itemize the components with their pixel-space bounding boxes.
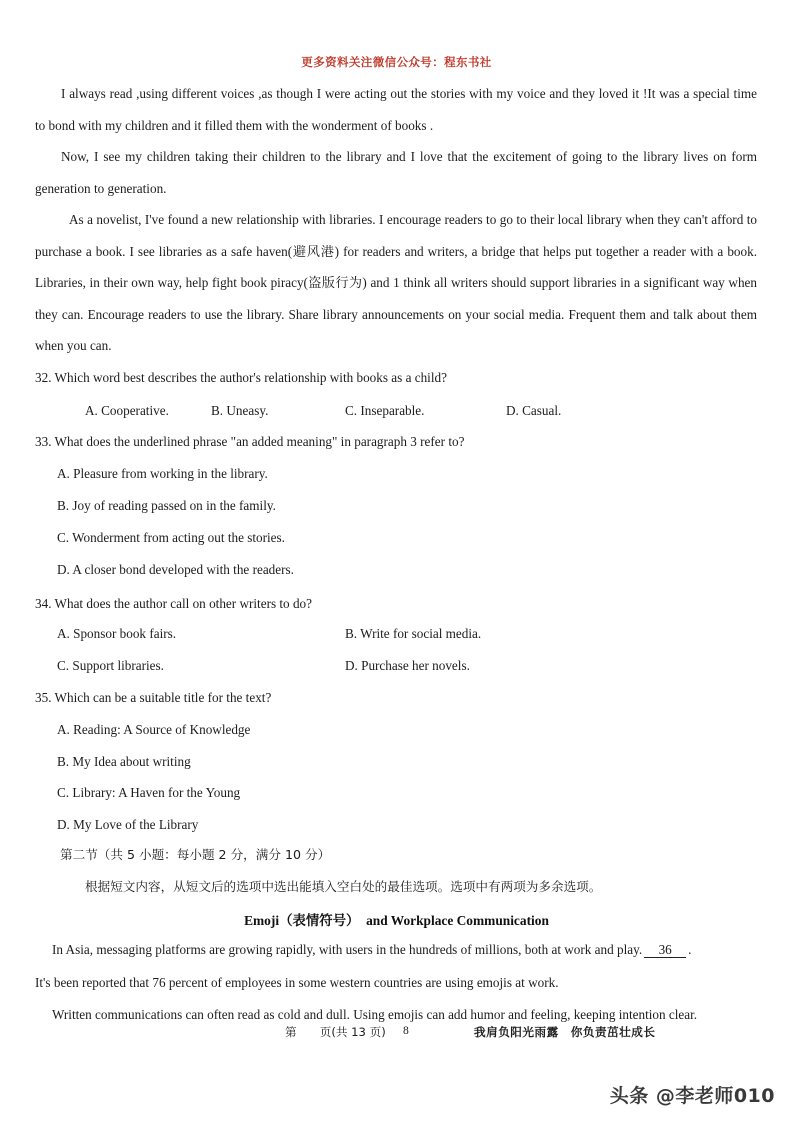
question-34-stem: 34. What does the author call on other writers to do? <box>35 596 312 611</box>
emoji-title-en-suffix: and Workplace Communication <box>366 913 549 928</box>
section-two-instruction: 根据短文内容，从短文后的选项中选出能填入空白处的最佳选项。选项中有两项为多余选项。 <box>85 879 602 894</box>
emoji-passage-line-3: Written communications can often read as cold and dull. Using emojis can add humor and feeling, keeping intention clear. <box>52 1007 698 1022</box>
question-32-option-d[interactable]: D. Casual. <box>506 403 562 418</box>
question-33-option-c[interactable]: C. Wonderment from acting out the stories. <box>57 530 285 545</box>
question-34-option-d[interactable]: D. Purchase her novels. <box>345 658 470 673</box>
question-35-option-a[interactable]: A. Reading: A Source of Knowledge <box>57 722 251 737</box>
question-33-option-d[interactable]: D. A closer bond developed with the readers. <box>57 562 294 577</box>
publisher-banner: 更多资料关注微信公众号：程东书社 <box>301 55 492 69</box>
passage-paragraph-3: As a novelist, I've found a new relationship with libraries. I encourage readers to go to their local library when they can't afford to purchase a book. I see libraries as a safe haven(避风港) for readers and writers, a bridge that helps put together a reader with a book. Libraries, in their own way, help fight book piracy(盗版行为) and 1 think all writers should support libraries in a significant way when they can. Encourage readers to use the library. Share library announcements on your social media. Frequent them and talk about them when you can. <box>35 212 757 353</box>
question-35-stem: 35. Which can be a suitable title for the text? <box>35 690 272 705</box>
emoji-title-cn: （表情符号） <box>279 914 360 929</box>
question-33-stem: 33. What does the underlined phrase "an added meaning" in paragraph 3 refer to? <box>35 434 465 449</box>
emoji-passage-title <box>0 910 793 929</box>
reading-passage <box>35 78 757 362</box>
emoji-title-en-prefix: Emoji <box>244 913 280 928</box>
emoji-line1-period: . <box>688 942 692 957</box>
question-35-option-c[interactable]: C. Library: A Haven for the Young <box>57 785 241 800</box>
question-34-option-b[interactable]: B. Write for social media. <box>345 626 482 641</box>
question-34-option-c[interactable]: C. Support libraries. <box>57 658 164 673</box>
question-32-option-c[interactable]: C. Inseparable. <box>345 403 425 418</box>
footer-slogan: 我肩负阳光雨露 你负责茁壮成长 <box>474 1025 656 1039</box>
section-two-heading: 第二节（共 5 小题：每小题 2 分，满分 10 分） <box>60 847 331 862</box>
passage-paragraph-1: I always read ,using different voices ,as though I were acting out the stories with my voice and they loved it !It was a special time to bond with my children and it filled them with the wonderment of books . <box>35 86 757 133</box>
question-32-stem: 32. Which word best describes the author's relationship with books as a child? <box>35 370 447 385</box>
question-32-option-a[interactable]: A. Cooperative. <box>85 403 169 418</box>
question-32-option-b[interactable]: B. Uneasy. <box>211 403 269 418</box>
question-33-option-a[interactable]: A. Pleasure from working in the library. <box>57 466 268 481</box>
footer-page-number: 8 <box>403 1024 409 1037</box>
question-34-option-a[interactable]: A. Sponsor book fairs. <box>57 626 177 641</box>
emoji-line1-text: In Asia, messaging platforms are growing rapidly, with users in the hundreds of millions, both at work and play. <box>52 942 643 957</box>
footer-page-label: 第 页(共 13 页) <box>285 1025 386 1039</box>
blank-36[interactable]: 36 <box>644 942 686 958</box>
question-35-option-b[interactable]: B. My Idea about writing <box>57 754 191 769</box>
question-33-option-b[interactable]: B. Joy of reading passed on in the family. <box>57 498 276 513</box>
emoji-passage-line-1 <box>52 941 691 959</box>
emoji-passage-line-2: It's been reported that 76 percent of employees in some western countries are using emojis at work. <box>35 975 559 990</box>
question-35-option-d[interactable]: D. My Love of the Library <box>57 817 199 832</box>
watermark: 头条 @李老师010 <box>609 1085 775 1107</box>
passage-paragraph-2: Now, I see my children taking their children to the library and I love that the excitement of going to the library lives on form generation to generation. <box>35 149 757 196</box>
